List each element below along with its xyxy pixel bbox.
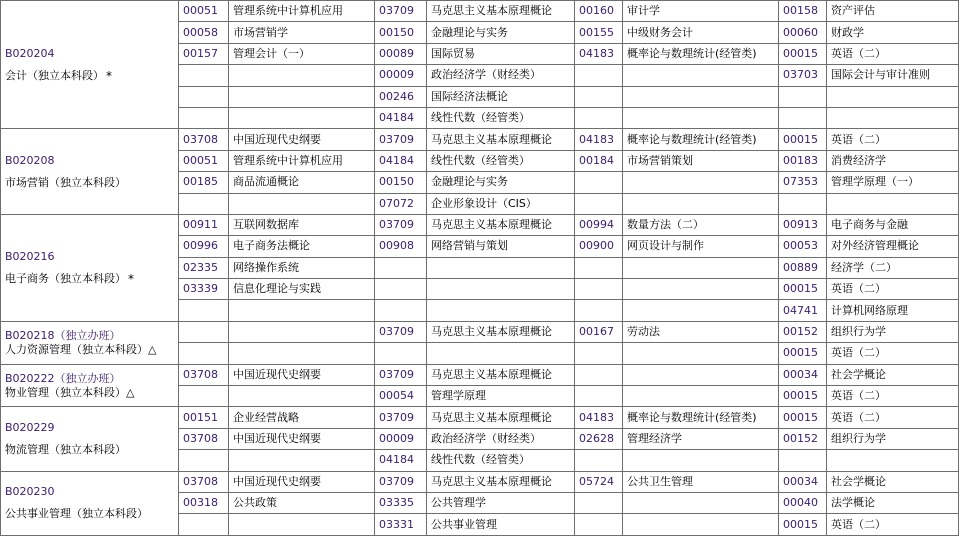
course-name: 政治经济学（财经类）: [427, 428, 575, 449]
course-code: [179, 450, 229, 471]
course-name: 电子商务与金融: [827, 214, 959, 235]
course-code: 07353: [779, 172, 827, 193]
course-code: 03331: [375, 514, 427, 535]
course-name: [623, 492, 779, 513]
major-name-text: 会计（独立本科段）: [5, 68, 104, 82]
course-code: [179, 193, 229, 214]
course-code: 00908: [375, 236, 427, 257]
course-name: 金融理论与实务: [427, 22, 575, 43]
course-name: [229, 300, 375, 321]
course-name: [827, 450, 959, 471]
course-code: 00157: [179, 43, 229, 64]
course-name: [623, 300, 779, 321]
course-name: [623, 364, 779, 385]
course-code: 03709: [375, 364, 427, 385]
course-code: 00009: [375, 428, 427, 449]
course-name: 英语（二）: [827, 514, 959, 535]
course-name: 法学概论: [827, 492, 959, 513]
course-name: 计算机网络原理: [827, 300, 959, 321]
course-name: [623, 514, 779, 535]
course-code: 00889: [779, 257, 827, 278]
course-name: 英语（二）: [827, 129, 959, 150]
course-code: 03709: [375, 407, 427, 428]
course-code: [575, 343, 623, 364]
course-code: 05724: [575, 471, 623, 492]
course-name: 数量方法（二）: [623, 214, 779, 235]
course-name: 信息化理论与实践: [229, 279, 375, 300]
course-name: 公共事业管理: [427, 514, 575, 535]
course-name: 管理学原理: [427, 386, 575, 407]
course-code: 00051: [179, 150, 229, 171]
course-name: 审计学: [623, 1, 779, 22]
course-name: 国际贸易: [427, 43, 575, 64]
course-name: [229, 193, 375, 214]
course-name: 线性代数（经管类）: [427, 107, 575, 128]
course-code: 04741: [779, 300, 827, 321]
major-cell: [1, 364, 179, 407]
course-code: [575, 300, 623, 321]
major-name: [5, 507, 176, 521]
course-code: 00160: [575, 1, 623, 22]
course-name: [623, 257, 779, 278]
course-name: 线性代数（经管类）: [427, 450, 575, 471]
course-name: [229, 107, 375, 128]
course-code: 00034: [779, 364, 827, 385]
course-code: 00151: [179, 407, 229, 428]
course-code: 00167: [575, 321, 623, 342]
course-name: 马克思主义基本原理概论: [427, 214, 575, 235]
course-name: [827, 86, 959, 107]
course-name: 中级财务会计: [623, 22, 779, 43]
table-row: [1, 321, 959, 342]
course-code: 00015: [779, 407, 827, 428]
table-row: [1, 1, 959, 22]
course-name: 网页设计与制作: [623, 236, 779, 257]
course-name: 中国近现代史纲要: [229, 129, 375, 150]
course-code: [375, 279, 427, 300]
course-name: 对外经济管理概论: [827, 236, 959, 257]
course-name: 组织行为学: [827, 428, 959, 449]
table-row: [1, 364, 959, 385]
major-code: B020229: [5, 421, 55, 434]
course-code: 00185: [179, 172, 229, 193]
major-name: [5, 443, 176, 457]
course-name: [827, 193, 959, 214]
course-code: 00155: [575, 22, 623, 43]
course-name: [427, 300, 575, 321]
major-name-text: 物流管理（独立本科段）: [5, 443, 126, 456]
course-name: 概率论与数理统计(经管类): [623, 129, 779, 150]
course-name: 组织行为学: [827, 321, 959, 342]
course-code: 03703: [779, 65, 827, 86]
course-code: 00015: [779, 343, 827, 364]
course-name: 社会学概论: [827, 471, 959, 492]
course-name: 管理经济学: [623, 428, 779, 449]
course-code: [779, 450, 827, 471]
course-code: [779, 107, 827, 128]
course-code: [575, 364, 623, 385]
course-name: [427, 279, 575, 300]
major-name: [5, 343, 176, 357]
course-code: 07072: [375, 193, 427, 214]
course-code: 00150: [375, 22, 427, 43]
course-name: 经济学（二）: [827, 257, 959, 278]
course-name: 消费经济学: [827, 150, 959, 171]
course-code: 00058: [179, 22, 229, 43]
course-name: 英语（二）: [827, 279, 959, 300]
major-mark: *: [106, 68, 112, 83]
course-code: 03339: [179, 279, 229, 300]
course-name: [827, 107, 959, 128]
major-name-text: 公共事业管理（独立本科段）: [5, 507, 148, 521]
course-name: 管理系统中计算机应用: [229, 1, 375, 22]
major-code: B020230: [5, 485, 55, 499]
course-code: 00158: [779, 1, 827, 22]
course-code: 00015: [779, 43, 827, 64]
course-code: 03709: [375, 321, 427, 342]
course-code: 00040: [779, 492, 827, 513]
course-code: [179, 86, 229, 107]
major-cell: [1, 321, 179, 364]
course-code: [575, 386, 623, 407]
major-code: B020222（独立办班）: [5, 371, 121, 385]
course-code: 00183: [779, 150, 827, 171]
course-name: [229, 86, 375, 107]
course-name: 市场营销策划: [623, 150, 779, 171]
course-code: 00089: [375, 43, 427, 64]
major-cell: [1, 407, 179, 471]
course-code: [179, 107, 229, 128]
major-name: [5, 69, 176, 83]
course-name: [623, 193, 779, 214]
course-name: 互联网数据库: [229, 214, 375, 235]
table-row: [1, 471, 959, 492]
course-name: 英语（二）: [827, 343, 959, 364]
course-code: [179, 343, 229, 364]
course-code: [779, 193, 827, 214]
course-code: 00911: [179, 214, 229, 235]
course-name: 马克思主义基本原理概论: [427, 1, 575, 22]
course-name: [229, 343, 375, 364]
course-name: 网络操作系统: [229, 257, 375, 278]
course-code: [375, 343, 427, 364]
course-code: 00053: [779, 236, 827, 257]
course-name: 中国近现代史纲要: [229, 471, 375, 492]
course-code: 03709: [375, 129, 427, 150]
course-code: [375, 300, 427, 321]
course-code: [575, 514, 623, 535]
course-name: 社会学概论: [827, 364, 959, 385]
course-code: 00152: [779, 321, 827, 342]
course-name: [229, 514, 375, 535]
course-name: 中国近现代史纲要: [229, 428, 375, 449]
course-code: 00034: [779, 471, 827, 492]
course-name: [623, 450, 779, 471]
major-code: B020216: [5, 249, 55, 263]
course-name: 英语（二）: [827, 386, 959, 407]
course-name: [427, 343, 575, 364]
course-code: [375, 257, 427, 278]
course-name: 中国近现代史纲要: [229, 364, 375, 385]
course-name: [229, 386, 375, 407]
course-code: 00318: [179, 492, 229, 513]
major-code: B020204: [5, 46, 55, 60]
course-name: [623, 279, 779, 300]
course-name: 公共政策: [229, 492, 375, 513]
table-row: [1, 129, 959, 150]
exam-schedule-body: [1, 1, 959, 536]
course-name: [623, 107, 779, 128]
course-name: 管理学原理（一）: [827, 172, 959, 193]
course-code: [575, 172, 623, 193]
course-name: [229, 321, 375, 342]
course-code: 03709: [375, 214, 427, 235]
major-cell: [1, 1, 179, 129]
major-name-text: 电子商务（独立本科段）: [5, 271, 126, 285]
course-code: 04184: [375, 150, 427, 171]
course-code: [575, 86, 623, 107]
course-name: 政治经济学（财经类）: [427, 65, 575, 86]
major-name-text: 物业管理（独立本科段）△: [5, 385, 135, 399]
course-name: 马克思主义基本原理概论: [427, 321, 575, 342]
course-code: [575, 492, 623, 513]
course-code: 03335: [375, 492, 427, 513]
major-cell: [1, 214, 179, 321]
major-mark: *: [128, 271, 134, 286]
course-name: [427, 257, 575, 278]
major-name-text: 市场营销（独立本科段）: [5, 175, 126, 189]
course-code: [179, 386, 229, 407]
course-name: 市场营销学: [229, 22, 375, 43]
course-name: [623, 86, 779, 107]
course-name: 管理会计（一）: [229, 43, 375, 64]
major-name-text: 人力资源管理（独立本科段）△: [5, 342, 157, 356]
course-code: [575, 257, 623, 278]
course-code: 00015: [779, 279, 827, 300]
course-name: 管理系统中计算机应用: [229, 150, 375, 171]
course-code: [179, 65, 229, 86]
course-name: 英语（二）: [827, 407, 959, 428]
course-code: 00015: [779, 129, 827, 150]
course-name: 劳动法: [623, 321, 779, 342]
course-name: 企业形象设计（CIS）: [427, 193, 575, 214]
course-name: 概率论与数理统计(经管类): [623, 43, 779, 64]
course-name: 公共管理学: [427, 492, 575, 513]
course-name: [229, 450, 375, 471]
course-code: 04184: [375, 450, 427, 471]
course-code: 03709: [375, 471, 427, 492]
course-name: [623, 343, 779, 364]
major-cell: [1, 471, 179, 535]
course-code: 00054: [375, 386, 427, 407]
course-code: 00009: [375, 65, 427, 86]
course-name: [623, 65, 779, 86]
course-code: 03708: [179, 471, 229, 492]
course-name: 马克思主义基本原理概论: [427, 364, 575, 385]
course-name: 公共卫生管理: [623, 471, 779, 492]
course-code: 04183: [575, 407, 623, 428]
course-code: 00900: [575, 236, 623, 257]
course-code: 04184: [375, 107, 427, 128]
major-name: [5, 386, 176, 400]
table-row: [1, 407, 959, 428]
course-code: 04183: [575, 43, 623, 64]
course-code: 00060: [779, 22, 827, 43]
course-code: [179, 514, 229, 535]
course-code: 00150: [375, 172, 427, 193]
course-code: [575, 107, 623, 128]
course-code: 03708: [179, 364, 229, 385]
course-name: [229, 65, 375, 86]
course-name: 企业经营战略: [229, 407, 375, 428]
course-name: 金融理论与实务: [427, 172, 575, 193]
course-name: 资产评估: [827, 1, 959, 22]
course-code: 00015: [779, 386, 827, 407]
course-name: 商品流通概论: [229, 172, 375, 193]
course-name: 电子商务法概论: [229, 236, 375, 257]
course-name: 马克思主义基本原理概论: [427, 407, 575, 428]
course-code: 03709: [375, 1, 427, 22]
course-name: 马克思主义基本原理概论: [427, 471, 575, 492]
course-code: [575, 65, 623, 86]
major-cell: [1, 129, 179, 215]
table-row: [1, 214, 959, 235]
course-code: 00994: [575, 214, 623, 235]
course-code: 00996: [179, 236, 229, 257]
course-code: 00152: [779, 428, 827, 449]
course-name: 网络营销与策划: [427, 236, 575, 257]
course-name: 马克思主义基本原理概论: [427, 129, 575, 150]
course-code: [779, 86, 827, 107]
course-name: 线性代数（经管类）: [427, 150, 575, 171]
course-code: [179, 321, 229, 342]
major-code: B020218（独立办班）: [5, 328, 121, 342]
course-code: 00246: [375, 86, 427, 107]
course-code: 00184: [575, 150, 623, 171]
course-code: 04183: [575, 129, 623, 150]
major-name: [5, 176, 176, 190]
course-name: 国际会计与审计准则: [827, 65, 959, 86]
course-name: [623, 386, 779, 407]
major-name: [5, 272, 176, 286]
course-code: 00051: [179, 1, 229, 22]
course-code: [179, 300, 229, 321]
course-name: 国际经济法概论: [427, 86, 575, 107]
course-code: [575, 279, 623, 300]
course-code: 00913: [779, 214, 827, 235]
course-name: [623, 172, 779, 193]
course-name: 财政学: [827, 22, 959, 43]
course-code: 02335: [179, 257, 229, 278]
course-code: 00015: [779, 514, 827, 535]
major-code: B020208: [5, 153, 55, 167]
course-code: [575, 193, 623, 214]
course-code: [575, 450, 623, 471]
course-name: 概率论与数理统计(经管类): [623, 407, 779, 428]
course-code: 03708: [179, 428, 229, 449]
course-name: 英语（二）: [827, 43, 959, 64]
course-code: 03708: [179, 129, 229, 150]
course-code: 02628: [575, 428, 623, 449]
